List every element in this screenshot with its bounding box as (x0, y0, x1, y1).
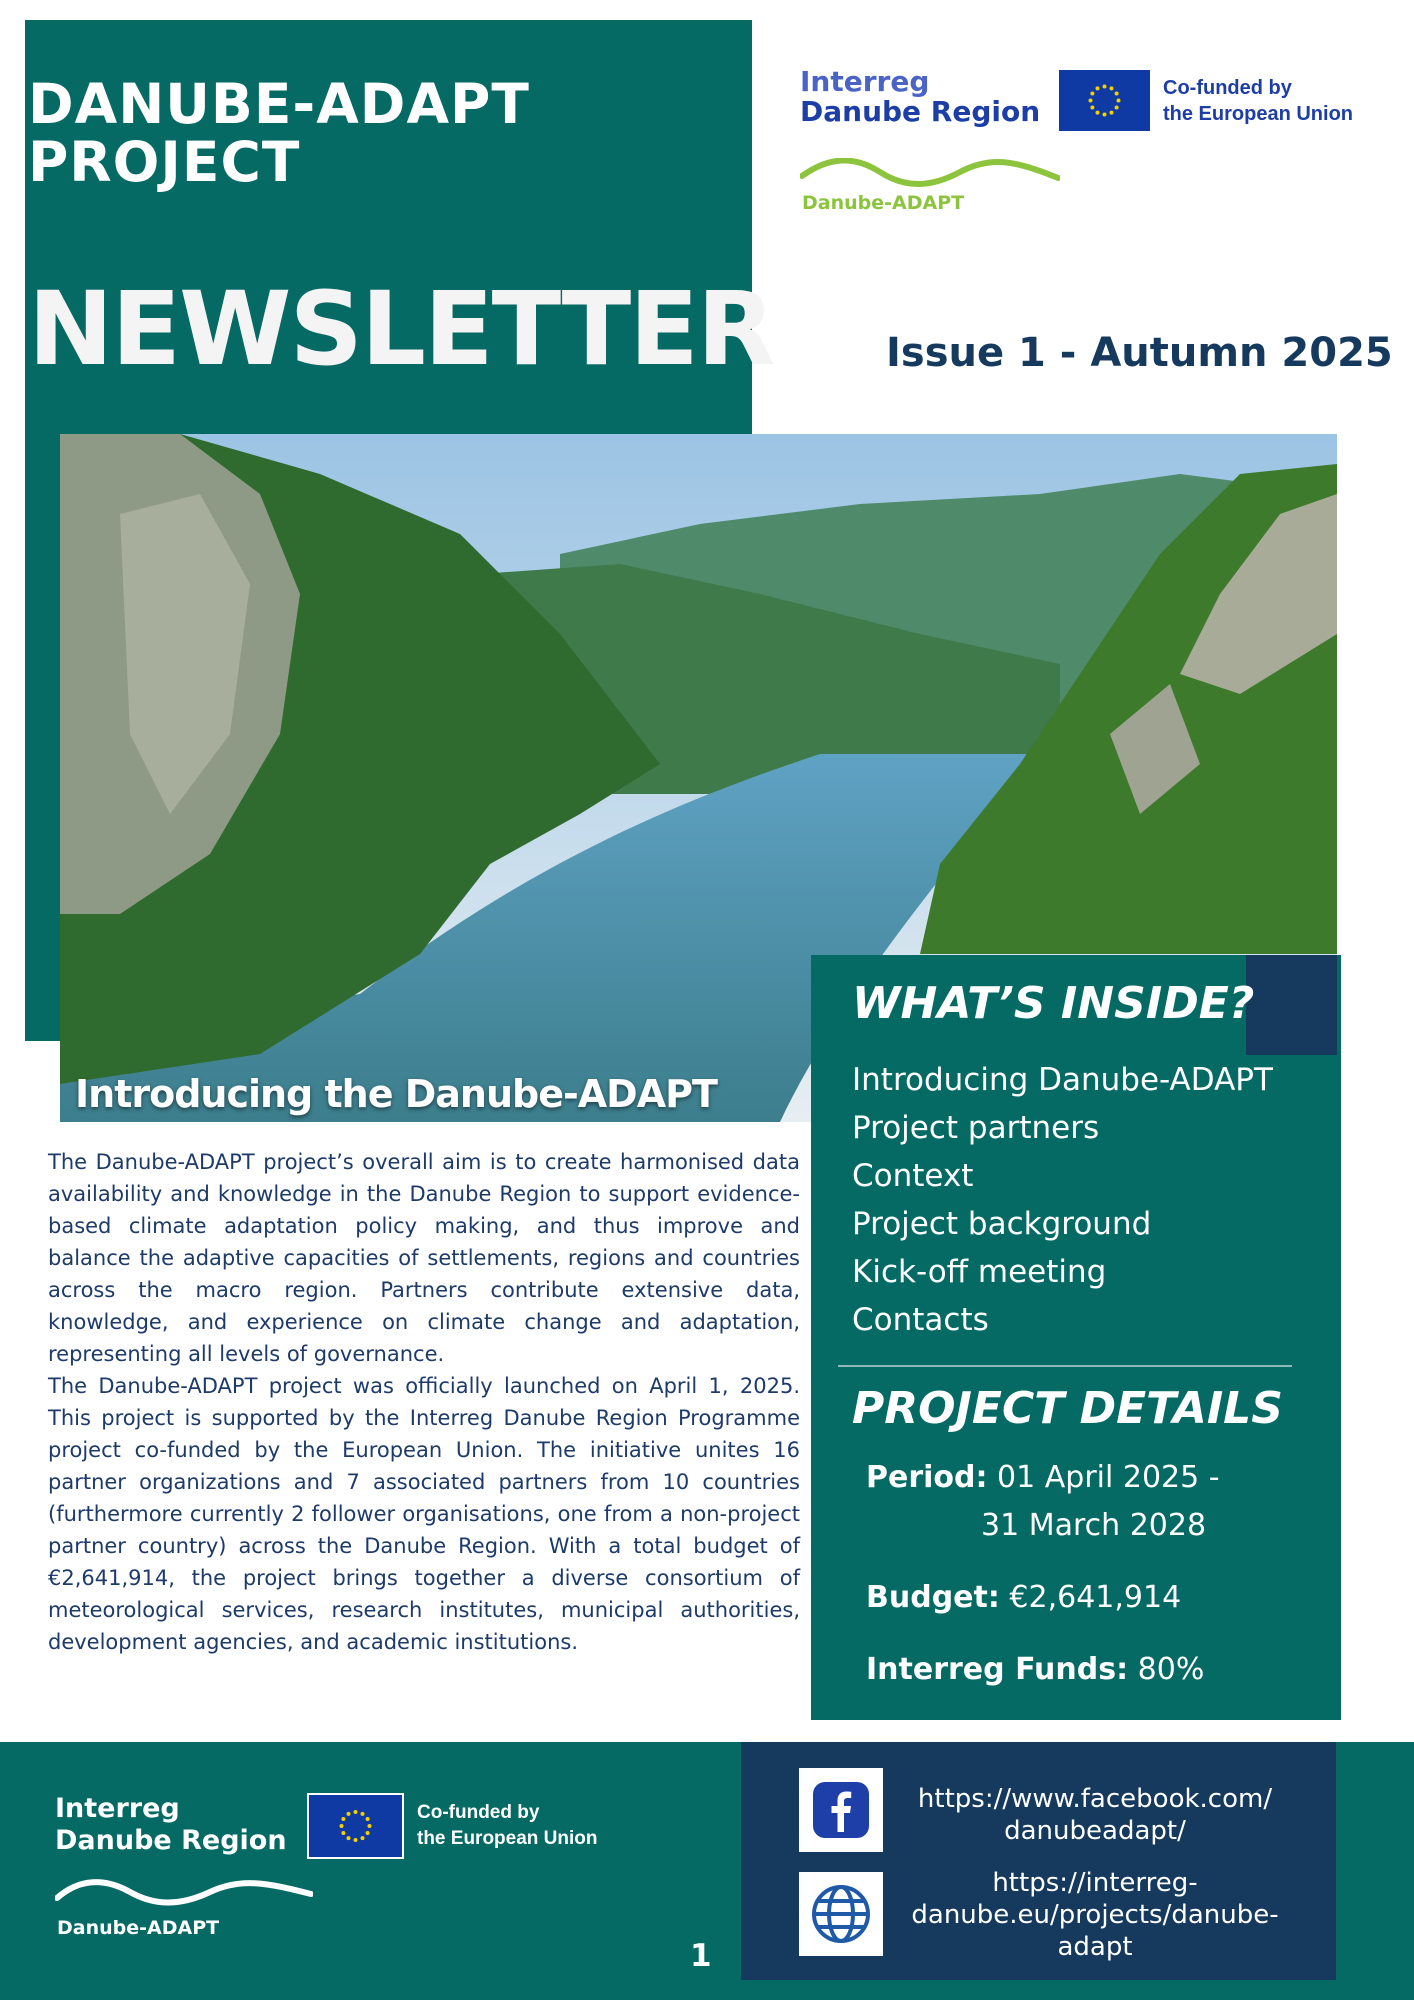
globe-icon[interactable] (799, 1872, 883, 1956)
interreg-logo-line1: Interreg (800, 65, 930, 98)
footer-interreg-line1: Interreg (55, 1793, 180, 1824)
contents-item[interactable]: Contacts (852, 1302, 989, 1338)
footer-cofund-line1: Co-funded by (417, 1802, 540, 1823)
eu-flag-icon (309, 1795, 402, 1857)
funds-label: Interreg Funds: (866, 1652, 1129, 1687)
contents-item[interactable]: Kick-off meeting (852, 1254, 1107, 1290)
period-end: 31 March 2028 (981, 1508, 1207, 1543)
cofund-label (1163, 75, 1403, 127)
footer-danube-adapt-logo-text: Danube-ADAPT (57, 1917, 220, 1939)
contents-item[interactable]: Project background (852, 1206, 1152, 1242)
website-link[interactable]: https://interreg- danube.eu/projects/danube- adapt (911, 1868, 1279, 1962)
facebook-link[interactable]: https://www.facebook.com/ danubeadapt/ (917, 1784, 1273, 1846)
funds-row (866, 1652, 1204, 1687)
intro-paragraph-1: The Danube-ADAPT project’s overall aim is to create harmonised data availability and knowledge in the Danube Region to support evidence-based climate adaptation policy making, and thus improve and balance the adaptive capacities of settlements, regions and countries across the macro region. Partners contribute extensive data, knowledge, and experience on climate change and adaptation, representing all levels of governance. (48, 1150, 800, 1366)
eu-flag-icon (1059, 70, 1150, 131)
project-title (28, 72, 728, 194)
wave-logo-icon (800, 158, 1060, 188)
panel-accent (1246, 955, 1337, 1055)
cofund-line2: the European Union (1163, 103, 1353, 125)
intro-body (48, 1146, 800, 1658)
contents-item[interactable]: Introducing Danube-ADAPT (852, 1062, 1273, 1098)
page-number: 1 (690, 1938, 712, 1974)
project-title-line1: DANUBE-ADAPT (28, 72, 530, 136)
budget-label: Budget: (866, 1580, 1000, 1615)
period-label: Period: (866, 1460, 988, 1495)
interreg-logo-line2: Danube Region (800, 95, 1041, 128)
project-details-title: PROJECT DETAILS (852, 1383, 1283, 1434)
interreg-logo (800, 65, 1050, 128)
project-title-line2: PROJECT (28, 130, 301, 194)
funds-value: 80% (1137, 1652, 1205, 1687)
photo-caption: Introducing the Danube-ADAPT (75, 1072, 717, 1116)
divider (838, 1365, 1292, 1367)
whats-inside-title: WHAT’S INSIDE? (852, 978, 1255, 1029)
budget-row (866, 1580, 1181, 1615)
footer-interreg-logo (55, 1793, 287, 1857)
footer-cofund-line2: the European Union (417, 1828, 598, 1849)
issue-label: Issue 1 - Autumn 2025 (886, 330, 1393, 376)
period-start: 01 April 2025 - (997, 1460, 1220, 1495)
contents-item[interactable]: Project partners (852, 1110, 1100, 1146)
newsletter-title: NEWSLETTER (28, 270, 774, 389)
intro-paragraph-2: The Danube-ADAPT project was officially launched on April 1, 2025. This project is supported by the Interreg Danube Region Programme project co-funded by the European Union. The initiative unites 16 partner organizations and 7 associated partners from 10 countries (furthermore currently 2 follower organisations, one from a non-project partner country) across the Danube Region. With a total budget of €2,641,914, the project brings together a diverse consortium of meteorological services, research institutes, municipal authorities, development agencies, and academic institutions. (48, 1374, 800, 1654)
budget-value: €2,641,914 (1009, 1580, 1182, 1615)
cofund-line1: Co-funded by (1163, 77, 1292, 99)
wave-logo-icon (55, 1878, 313, 1908)
footer-cofund-label (417, 1800, 598, 1852)
danube-adapt-logo-text: Danube-ADAPT (802, 192, 965, 214)
period-row (866, 1460, 1220, 1495)
facebook-icon[interactable] (799, 1768, 883, 1852)
contents-list (852, 1056, 1273, 1344)
contents-item[interactable]: Context (852, 1158, 974, 1194)
footer-interreg-line2: Danube Region (55, 1825, 287, 1856)
